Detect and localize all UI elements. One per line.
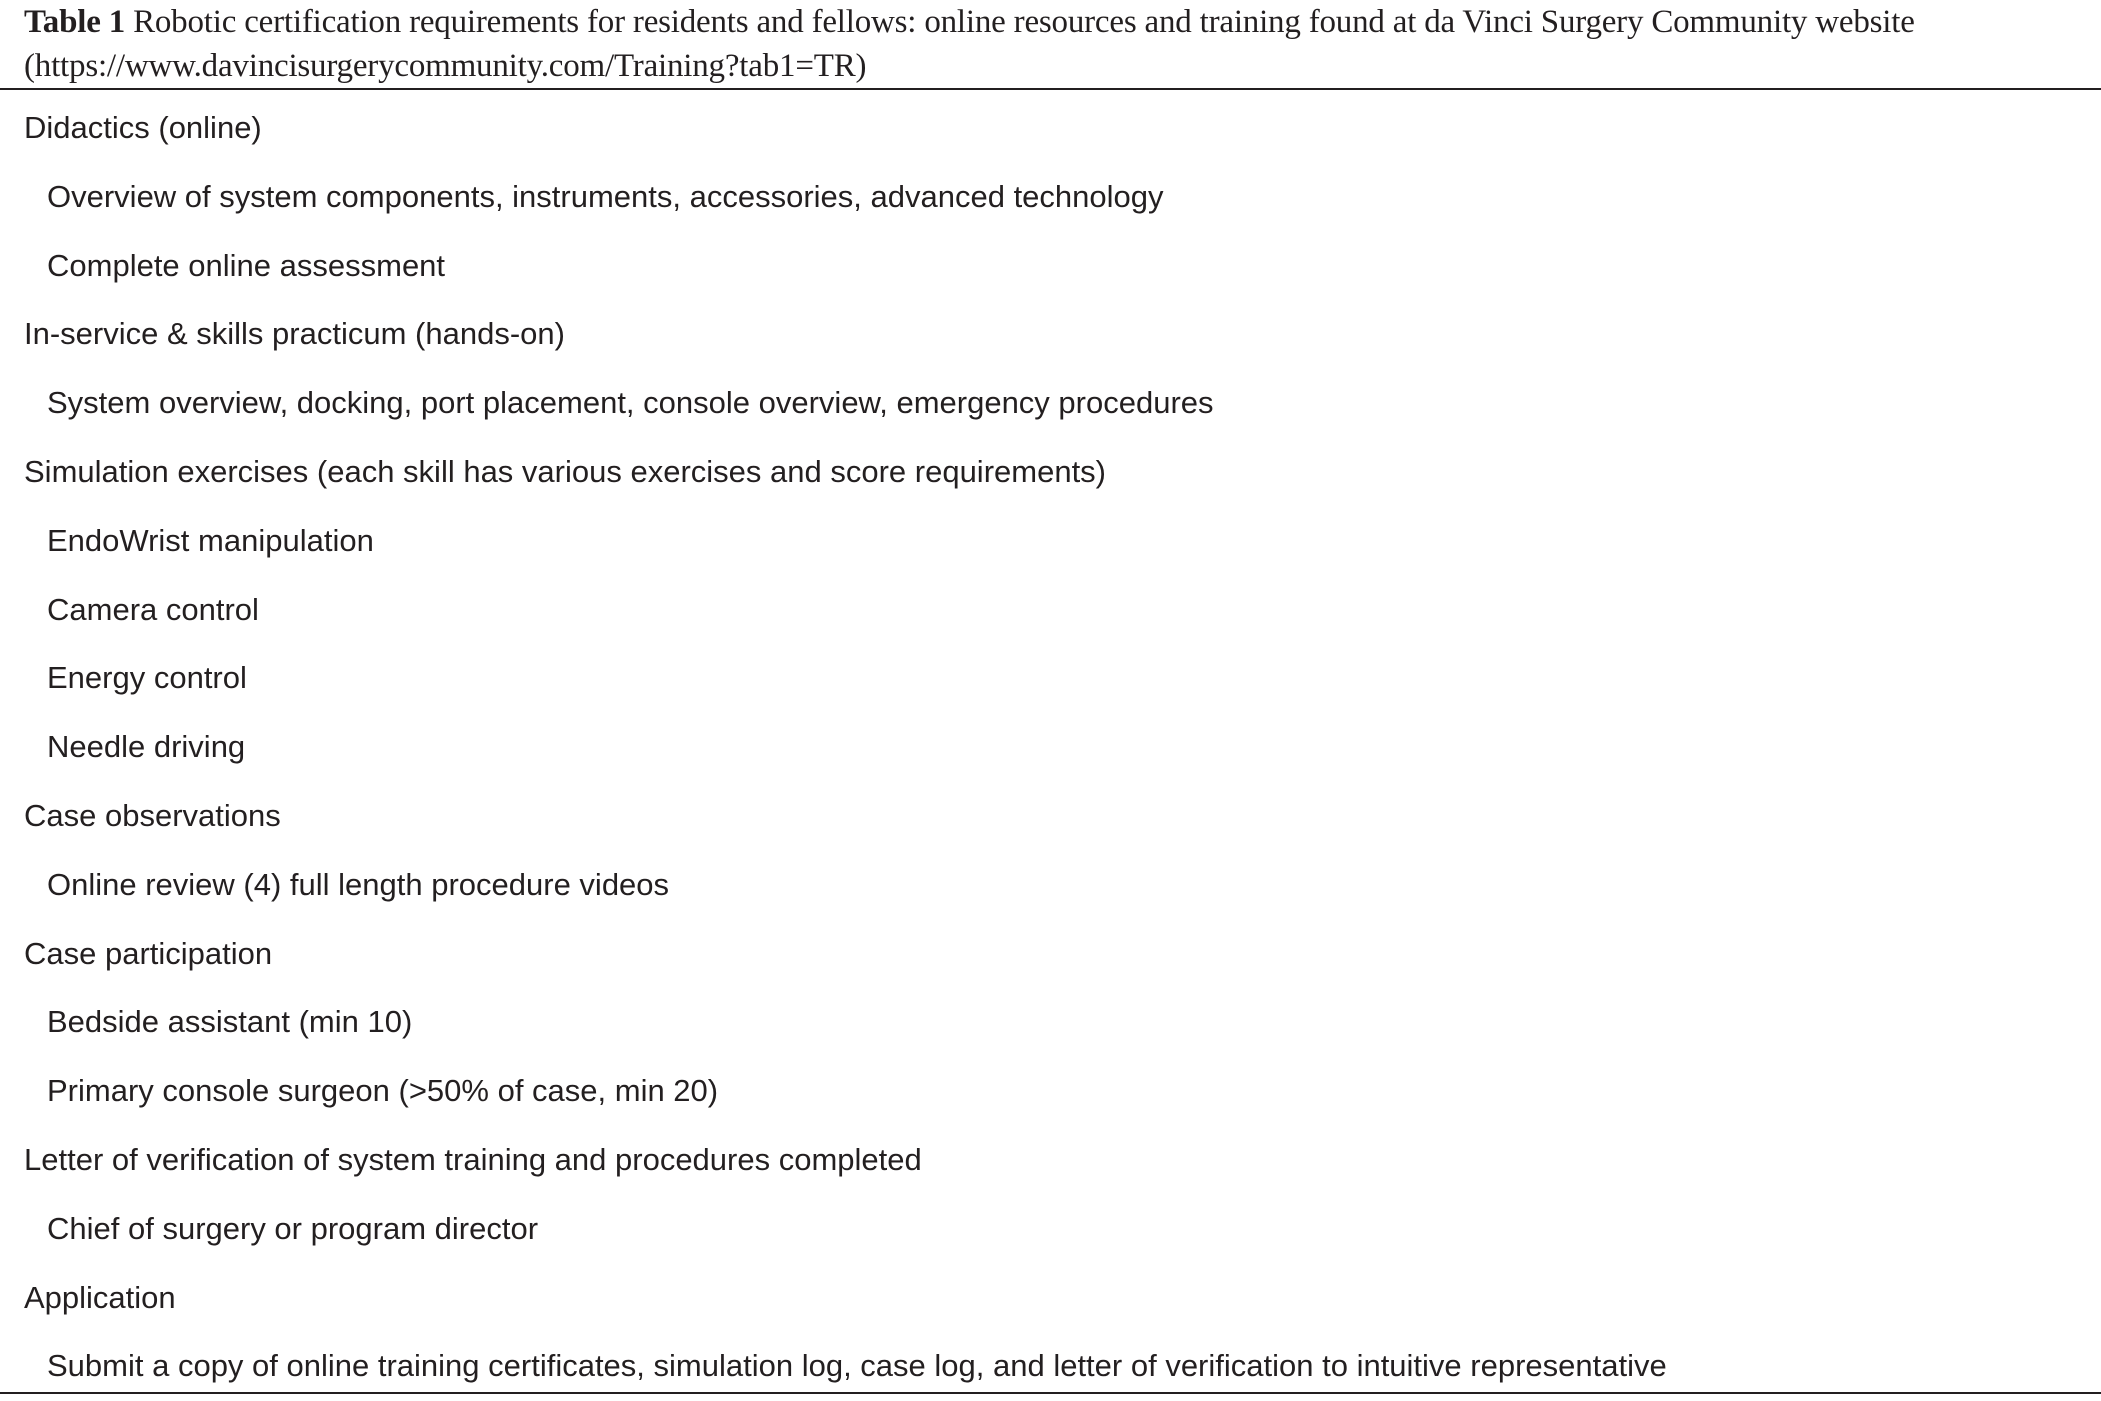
- row-text: Bedside assistant (min 10): [47, 1004, 413, 1040]
- table-row: [0, 1195, 2101, 1264]
- table-row: [0, 438, 2101, 507]
- table-row: [0, 713, 2101, 782]
- table-row: [0, 988, 2101, 1057]
- table-row: [0, 644, 2101, 713]
- table-row: [0, 782, 2101, 851]
- table-row: [0, 507, 2101, 576]
- table-row: [0, 1126, 2101, 1195]
- table-row: [0, 576, 2101, 645]
- table-row: [0, 1264, 2101, 1333]
- row-text: Case observations: [24, 797, 281, 833]
- row-text: EndoWrist manipulation: [47, 522, 374, 558]
- table-row: [0, 369, 2101, 438]
- row-text: Didactics (online): [24, 110, 262, 145]
- table-row: [0, 1057, 2101, 1126]
- table-row: [0, 232, 2101, 301]
- table-caption-text: Robotic certification requirements for residents and fellows: online resources and training found at da Vinci Surgery Community website (https://www.davincisurgerycommunity.com/Training?tab1=TR): [24, 4, 1915, 84]
- row-text: Overview of system components, instruments, accessories, advanced technology: [47, 178, 1164, 214]
- row-text: System overview, docking, port placement, console overview, emergency procedures: [47, 385, 1214, 421]
- row-text: Online review (4) full length procedure videos: [47, 866, 670, 902]
- row-text: Simulation exercises (each skill has various exercises and score requirements): [24, 453, 1107, 489]
- table-row: [0, 1332, 2101, 1401]
- table-caption: [24, 0, 2084, 88]
- table-row: [0, 94, 2101, 163]
- table-row: [0, 920, 2101, 989]
- row-text: Energy control: [47, 660, 247, 696]
- table-top-rule: [0, 88, 2101, 90]
- row-text: Submit a copy of online training certificates, simulation log, case log, and letter of verification to intuitive representative: [47, 1348, 1667, 1384]
- row-text: Primary console surgeon (>50% of case, min 20): [47, 1073, 719, 1109]
- table-row: [0, 300, 2101, 369]
- row-text: Chief of surgery or program director: [47, 1210, 539, 1246]
- row-text: Camera control: [47, 591, 259, 627]
- row-text: Application: [24, 1279, 176, 1315]
- table-label: Table 1: [24, 4, 125, 40]
- table-body: [0, 94, 2101, 1401]
- row-text: In-service & skills practicum (hands-on): [24, 316, 565, 352]
- row-text: Letter of verification of system training and procedures completed: [24, 1141, 922, 1177]
- row-text: Needle driving: [47, 729, 246, 765]
- row-text: Case participation: [24, 935, 273, 971]
- row-text: Complete online assessment: [47, 247, 446, 283]
- table-bottom-rule: [0, 1392, 2101, 1394]
- table-row: [0, 851, 2101, 920]
- table-row: [0, 163, 2101, 232]
